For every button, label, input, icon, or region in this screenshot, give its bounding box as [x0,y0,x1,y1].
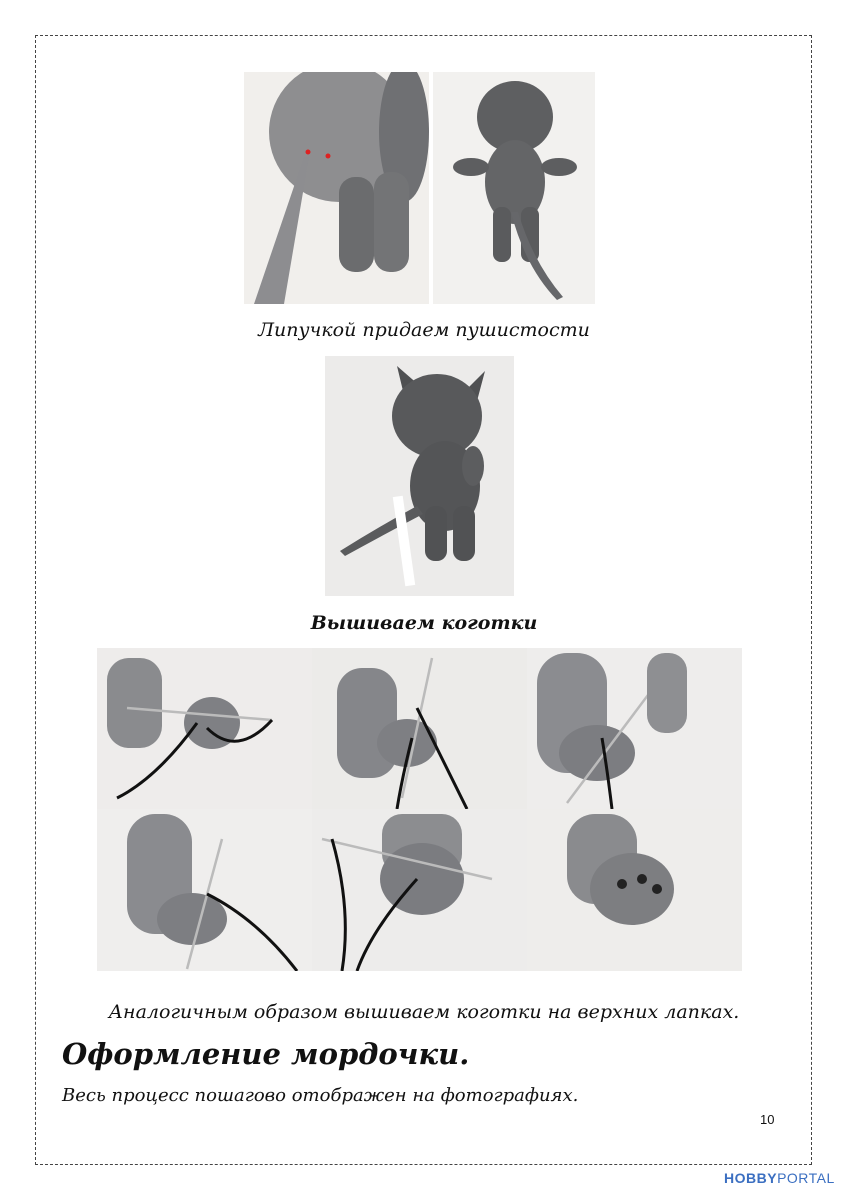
photo-cat-back-view [433,72,595,304]
brand-part-2: PORTAL [777,1170,835,1186]
caption-upper-paws: Аналогичным образом вышиваем коготки на верхних лапках. [108,1001,740,1023]
page-number: 10 [760,1112,775,1127]
claw-step-3 [527,648,742,809]
claw-step-4 [97,809,312,971]
brand-part-1: HOBBY [724,1170,778,1186]
brand-logo [724,1170,835,1186]
claw-step-1 [97,648,312,809]
caption-fluff: Липучкой придаем пушистости [258,319,590,341]
section-body-text: Весь процесс пошагово отображен на фотографиях. [62,1085,579,1106]
claw-step-6 [527,809,742,971]
claw-step-2 [312,648,527,809]
caption-claws: Вышиваем коготки [310,612,538,634]
photo-body-back-closeup [244,72,429,304]
photo-cat-with-velcro [325,356,514,596]
claw-step-5 [312,809,527,971]
section-heading: Оформление мордочки. [62,1037,470,1071]
